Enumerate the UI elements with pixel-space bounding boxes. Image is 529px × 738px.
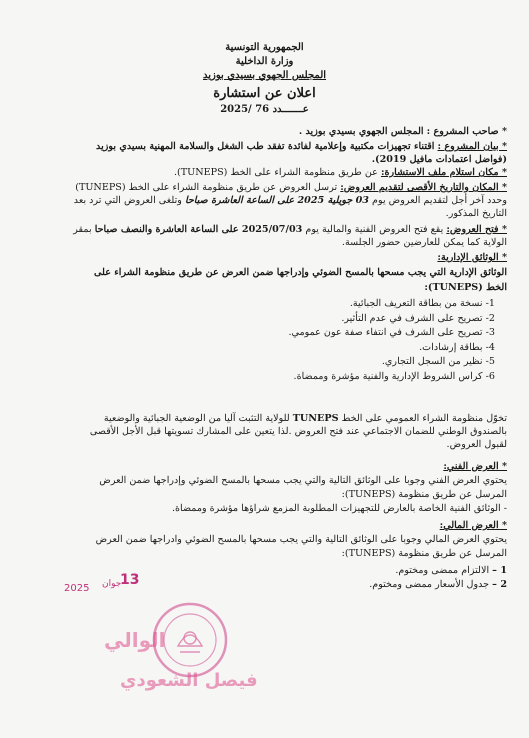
fin-para-line-1 xyxy=(19,533,507,546)
deadline-label: * المكان والتاريخ الأقصى لتقديم العروض: xyxy=(340,182,507,193)
owner-line xyxy=(19,125,507,138)
opening-line-2 xyxy=(19,236,507,249)
tuneps-para-line-3 xyxy=(19,438,507,451)
admin-list-item: 4- بطاقة إرشادات. xyxy=(419,341,495,353)
reception-line xyxy=(19,166,507,179)
fin-item-number: 2 – xyxy=(492,579,507,590)
project-value: اقتناء تجهيزات مكتبية وإعلامية لفائدة تفقد طب الشغل والسلامة المهنية بسيدي بوزيد xyxy=(96,141,435,152)
signatory-name: فيصل الشعودي xyxy=(120,670,258,691)
admin-list xyxy=(25,297,495,385)
owner-label: * صاحب المشروع : xyxy=(426,126,507,137)
admin-list-item: 2- تصريح على الشرف في عدم التأثير. xyxy=(341,312,495,324)
deadline-text-2a: وحدد آخر أجل لتقديم العروض يوم xyxy=(372,195,507,206)
deadline-text: ترسل العروض عن طريق منظومة الشراء على الخط (TUNEPS) xyxy=(75,182,338,193)
admin-intro-2: الخط (TUNEPS): xyxy=(424,282,507,293)
tuneps-text-2: بالصندوق الوطني للضمان الاجتماعي عند فتح العروض .لذا يتعين على المشارك تسويتها قبل الأجل الأقصى xyxy=(89,426,507,437)
owner-value: المجلس الجهوي بسيدي بوزيد . xyxy=(298,126,424,137)
opening-text-2: الولاية كما يمكن للعارضين حضور الجلسة. xyxy=(341,237,507,248)
fin-text-1: يحتوي العرض المالي وجوبا على الوثائق التالية والتي يجب مسحها بالمسح الضوئي وادراجها ضمن العرض xyxy=(95,534,507,545)
tech-para-line-2 xyxy=(19,488,507,501)
admin-intro: الوثائق الإدارية التي يجب مسحها بالمسح الضوئي وإدراجها ضمن العرض عن طريق منظومة الشراء على xyxy=(94,267,507,278)
announcement-title: اعلان عن استشارة xyxy=(213,86,316,101)
tuneps-text-1a: تخوّل منظومة الشراء العمومي على الخط xyxy=(341,413,507,424)
date-stamp xyxy=(62,570,150,598)
fin-item-text: الالتزام ممضى ومختوم. xyxy=(395,565,490,576)
fin-heading-line xyxy=(19,519,507,532)
opening-text-end: بمقر xyxy=(73,224,92,235)
stamp-month: جوان xyxy=(102,579,122,589)
governor-title: الوالي xyxy=(104,628,166,652)
admin-list-item: 3- تصريح على الشرف في انتفاء صفة عون عمومي. xyxy=(288,327,495,339)
deadline-line xyxy=(19,181,507,194)
fin-item-text: جدول الأسعار ممضى ومختوم. xyxy=(369,579,490,590)
fin-text-2: المرسل عن طريق منظومة (TUNEPS): xyxy=(341,548,507,559)
reception-label: * مكان استلام ملف الاستشارة: xyxy=(380,167,507,178)
tuneps-text-3: لقبول العروض. xyxy=(446,439,507,450)
admin-heading-line xyxy=(19,251,507,264)
tuneps-word: TUNEPS xyxy=(292,413,339,424)
tech-text-1: يحتوي العرض الفني وجوبا على الوثائق التالية والتي يجب مسحها بالمسح الضوئي وإدراجها ضمن العرض xyxy=(99,475,507,486)
tuneps-text-1b: للولاية التثبت آليا من الوضعية الجبائية والوضعية xyxy=(103,413,290,424)
admin-intro-line xyxy=(19,266,507,279)
tech-item-line xyxy=(19,502,507,515)
tech-label: * العرض الفني: xyxy=(443,461,507,472)
tuneps-para-line-1 xyxy=(19,412,507,425)
admin-list-item: 1- نسخة من بطاقة التعريف الجبائية. xyxy=(349,298,495,309)
tech-item: - الوثائق الفنية الخاصة بالعارض للتجهيزات المطلوبة المزمع شراؤها مؤشرة وممضاة. xyxy=(171,503,507,514)
deadline-line-3 xyxy=(19,207,507,220)
tech-text-2: المرسل عن طريق منظومة (TUNEPS): xyxy=(341,489,507,500)
project-line-2 xyxy=(19,153,507,166)
project-label: * بيان المشروع : xyxy=(437,141,507,152)
fin-para-line-2 xyxy=(19,547,507,560)
announcement-number: عـــــــدد 76 /2025 xyxy=(220,104,309,115)
ministry-heading: وزارة الداخلية xyxy=(235,56,294,67)
fin-item-number: 1 – xyxy=(492,565,507,576)
deadline-text-3: التاريخ المذكور. xyxy=(445,208,507,219)
opening-text: يقع فتح العروض الفنية والمالية يوم xyxy=(305,224,444,235)
admin-list-item: 5- نظير من السجل التجاري. xyxy=(381,356,495,368)
opening-label: * فتح العروض: xyxy=(446,224,507,235)
stamp-year: 2025 xyxy=(64,583,90,594)
reception-value: عن طريق منظومة الشراء على الخط (TUNEPS). xyxy=(173,167,378,178)
republic-heading: الجمهورية التونسية xyxy=(225,42,304,53)
project-line xyxy=(19,140,507,153)
deadline-date: 03 جويلية 2025 على الساعة العاشرة صباحا xyxy=(184,195,369,206)
admin-intro-line-2 xyxy=(19,281,507,294)
project-value-2: (فواضل اعتمادات مافيل 2019). xyxy=(371,154,507,165)
tuneps-para-line-2 xyxy=(19,425,507,438)
tech-heading-line xyxy=(19,460,507,473)
opening-date: 2025/07/03 على الساعة العاشرة والنصف صباحا xyxy=(94,224,303,235)
fin-label: * العرض المالي: xyxy=(439,520,507,531)
stamp-day: 13 xyxy=(120,572,140,588)
tech-para-line-1 xyxy=(19,474,507,487)
admin-label: * الوثائق الإدارية: xyxy=(437,252,507,263)
deadline-line-2 xyxy=(19,194,507,207)
council-heading: المجلس الجهوي بسيدي بوزيد xyxy=(202,70,327,81)
deadline-text-2b: وتلغى العروض التي ترد بعد xyxy=(73,195,182,206)
opening-line xyxy=(19,223,507,236)
admin-list-item: 6- كراس الشروط الإدارية والفنية مؤشرة وممضاة. xyxy=(293,370,495,382)
